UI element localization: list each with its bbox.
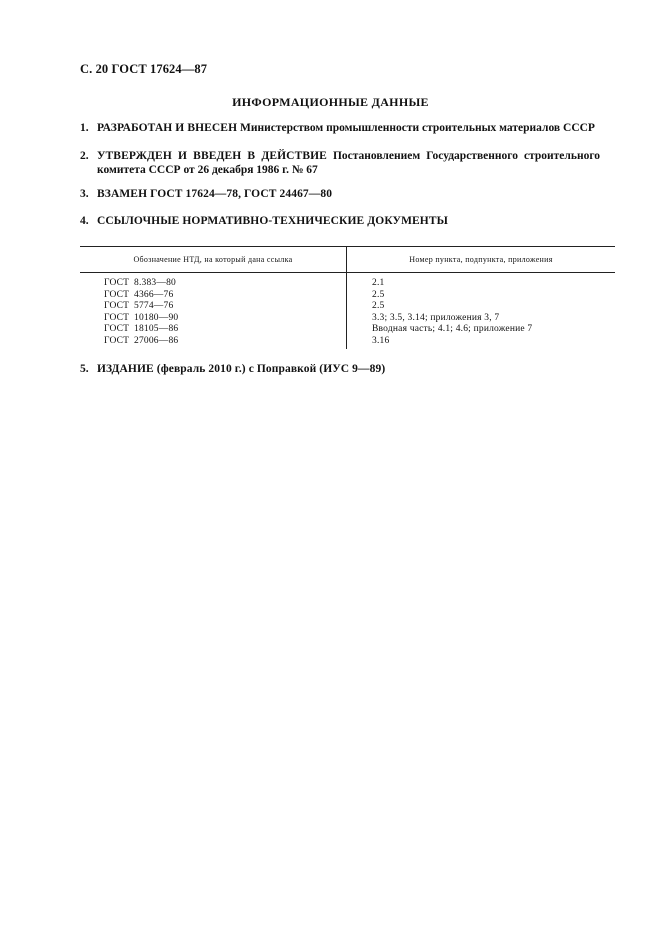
gost-code: 27006—86 xyxy=(134,335,179,346)
gost-prefix: ГОСТ xyxy=(104,301,130,311)
gost-prefix: ГОСТ xyxy=(104,324,130,334)
table-row xyxy=(80,324,346,336)
item-heading: ИЗДАНИЕ (февраль 2010 г.) с Поправкой (ИУС 9—89) xyxy=(97,363,386,375)
info-item-edition xyxy=(80,362,600,376)
info-item-developed xyxy=(80,121,600,135)
item-number: 2. xyxy=(80,150,89,162)
item-heading: ВЗАМЕН ГОСТ 17624—78, ГОСТ 24467—80 xyxy=(97,188,333,200)
gost-prefix: ГОСТ xyxy=(104,312,130,323)
gost-prefix: ГОСТ xyxy=(104,335,130,346)
table-header-row xyxy=(80,247,615,272)
item-heading: ССЫЛОЧНЫЕ НОРМАТИВНО-ТЕХНИЧЕСКИЕ ДОКУМЕНТЫ xyxy=(97,215,449,227)
table-body xyxy=(80,273,615,349)
table-row xyxy=(80,301,346,313)
section-column xyxy=(347,273,615,349)
gost-prefix: ГОСТ xyxy=(104,289,130,300)
section-cell: Вводная часть; 4.1; 4.6; приложение 7 xyxy=(372,324,533,334)
item-number: 5. xyxy=(80,363,89,375)
header-ntd-designation: Обозначение НТД, на который дана ссылка xyxy=(80,247,347,272)
item-text: Министерством промышленности строительных материалов СССР xyxy=(237,122,595,134)
section-cell: 2.1 xyxy=(372,278,385,288)
page-header: С. 20 ГОСТ 17624—87 xyxy=(80,62,208,76)
item-number: 4. xyxy=(80,215,89,227)
section-cell: 3.16 xyxy=(372,335,390,346)
table-row xyxy=(80,336,346,348)
table-row xyxy=(80,278,346,290)
gost-code: 8.383—80 xyxy=(134,278,176,288)
gost-code: 10180—90 xyxy=(134,312,179,323)
info-item-approved xyxy=(80,149,600,177)
item-heading: РАЗРАБОТАН И ВНЕСЕН xyxy=(97,122,238,134)
header-section-number: Номер пункта, подпункта, приложения xyxy=(409,255,553,264)
gost-code: 4366—76 xyxy=(134,289,174,300)
item-text: Постановлением Государственного строительного комитета СССР от 26 декабря 1986 г. № 67 xyxy=(97,150,601,176)
section-cell: 2.5 xyxy=(372,289,385,300)
info-item-replaces xyxy=(80,187,600,201)
gost-prefix: ГОСТ xyxy=(104,278,130,288)
item-number: 1. xyxy=(80,122,89,134)
section-cell: 2.5 xyxy=(372,301,385,311)
table-row xyxy=(80,290,346,302)
info-item-references xyxy=(80,214,600,228)
document-title: ИНФОРМАЦИОННЫЕ ДАННЫЕ xyxy=(232,95,429,109)
references-table xyxy=(80,246,615,349)
gost-code: 5774—76 xyxy=(134,301,174,311)
item-number: 3. xyxy=(80,188,89,200)
table-row xyxy=(80,313,346,325)
gost-code: 18105—86 xyxy=(134,324,179,334)
section-cell: 3.3; 3.5, 3.14; приложения 3, 7 xyxy=(372,312,500,323)
item-heading: УТВЕРЖДЕН И ВВЕДЕН В ДЕЙСТВИЕ xyxy=(97,150,327,162)
ntd-column xyxy=(80,273,347,349)
